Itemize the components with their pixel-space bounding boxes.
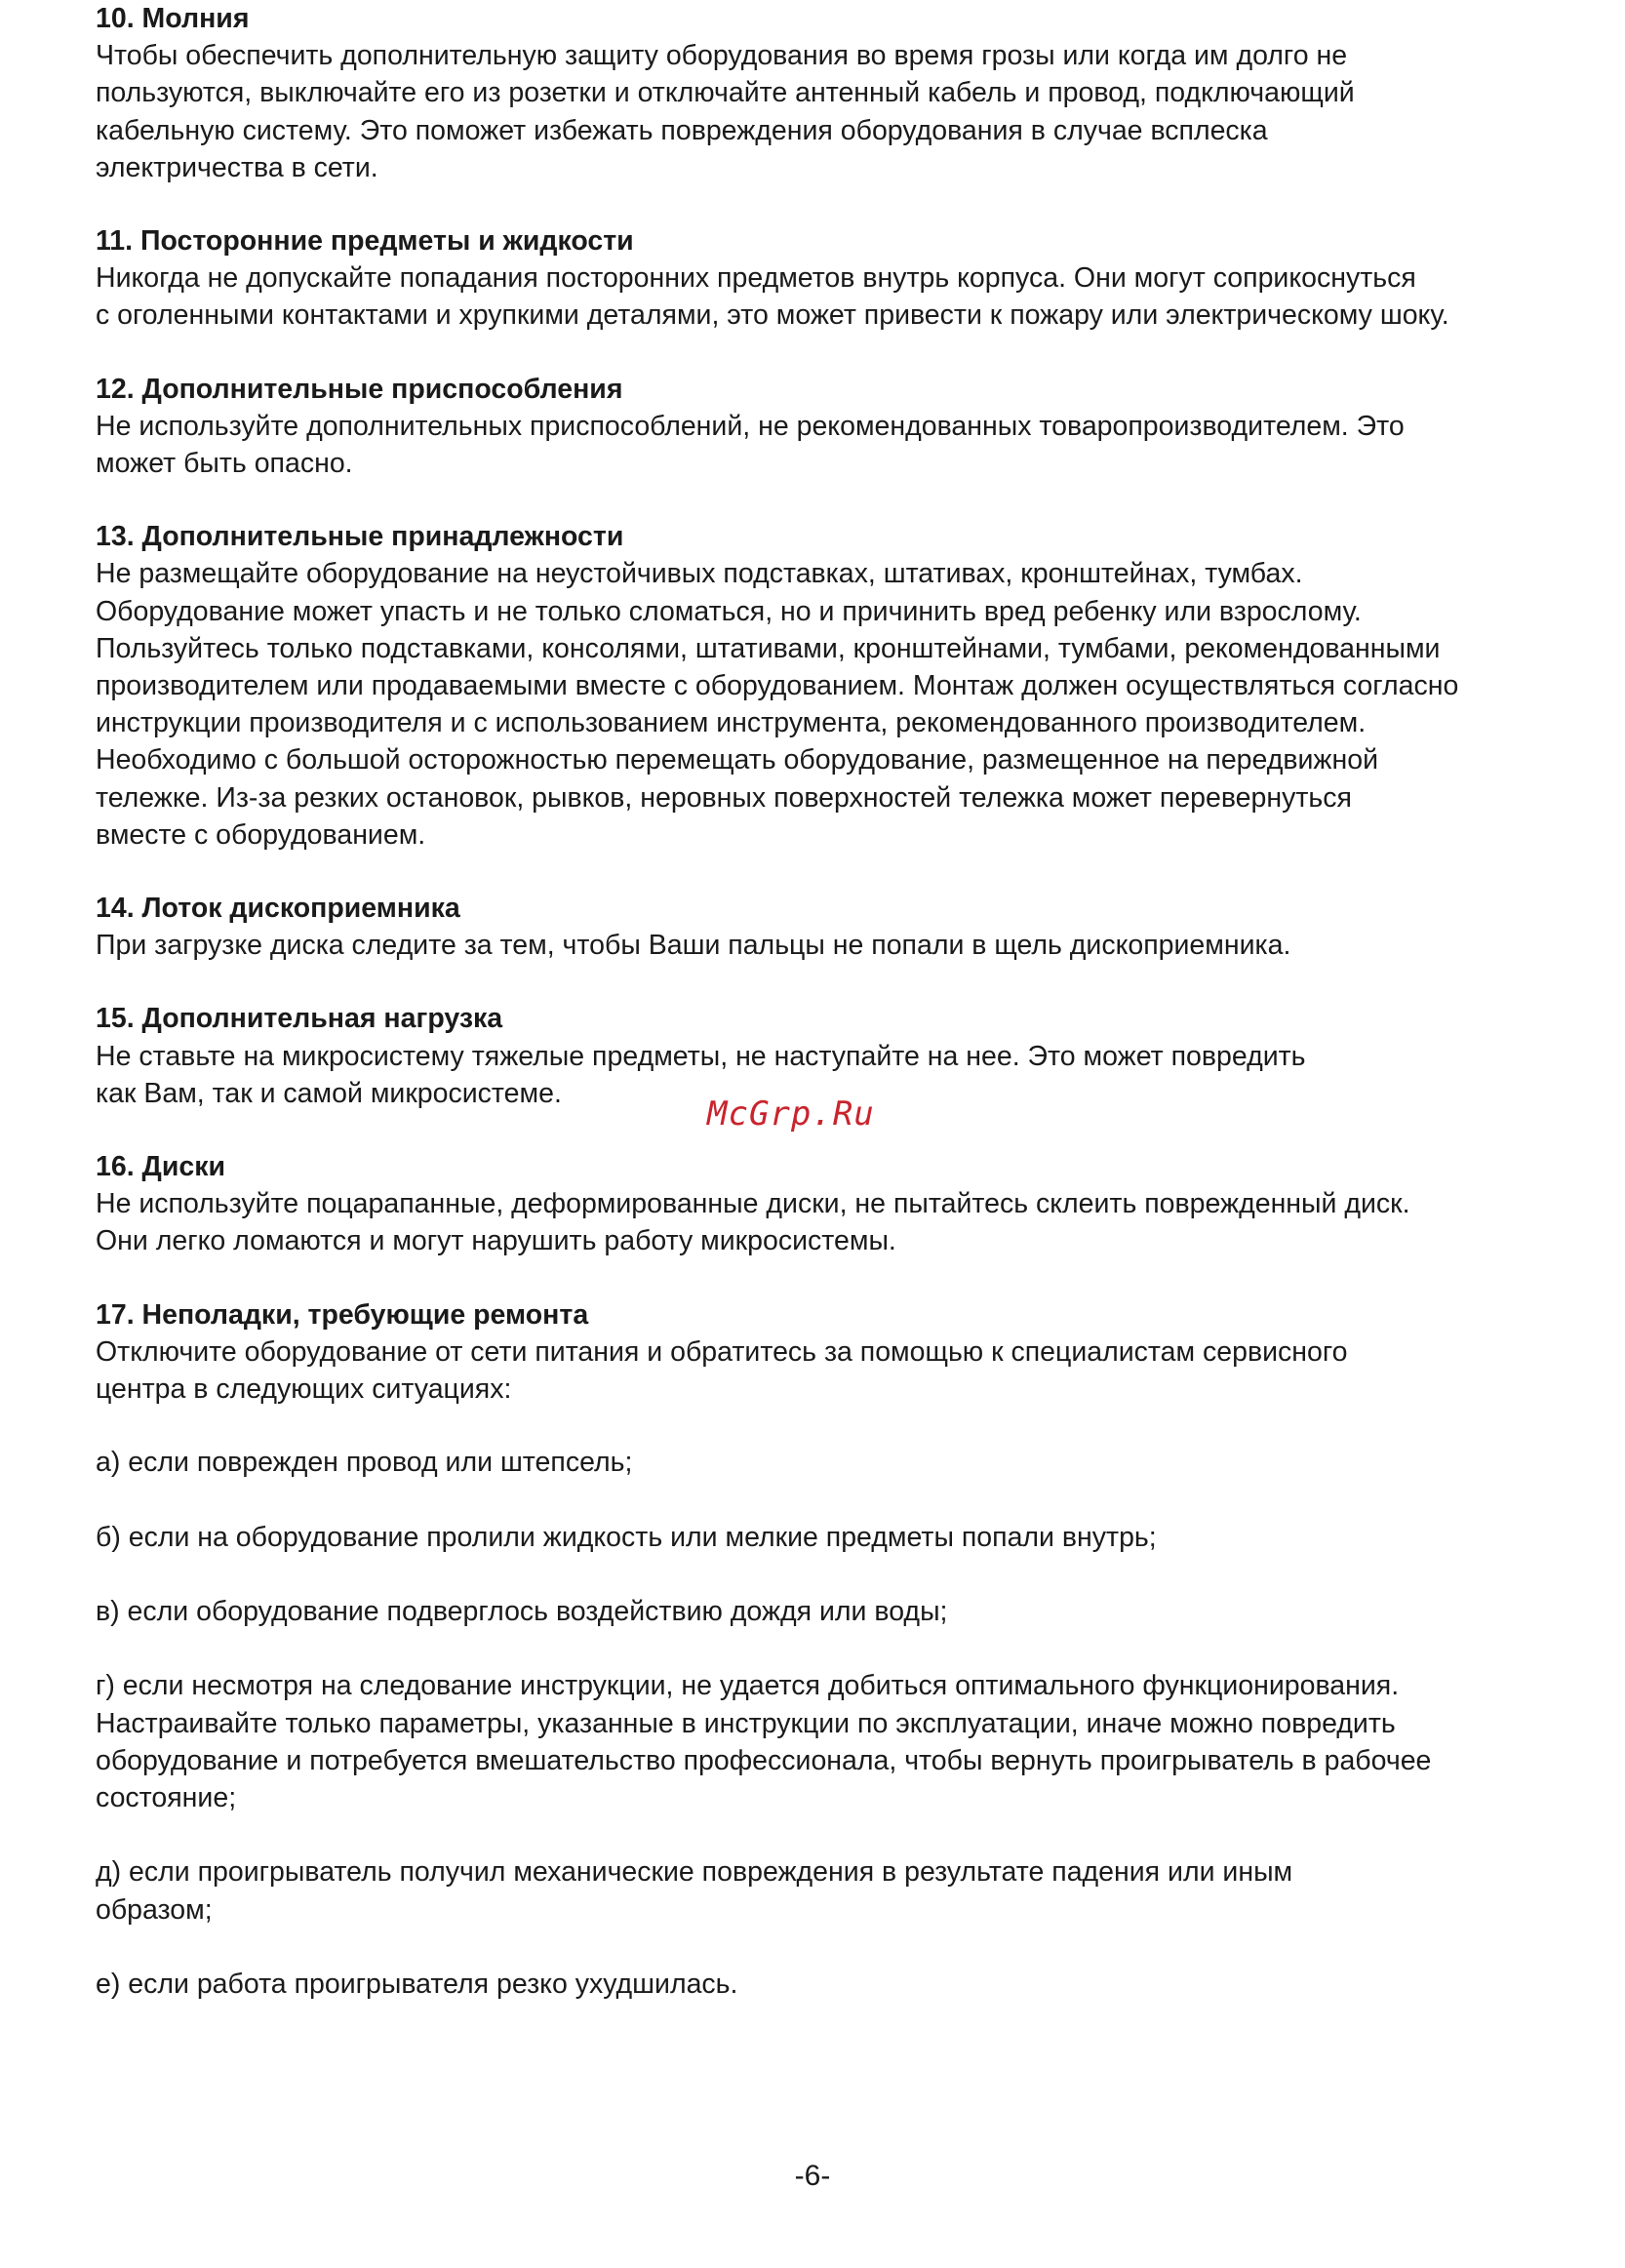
section-attachments xyxy=(96,371,1617,483)
section-text-line: электричества в сети. xyxy=(96,151,378,183)
section-text-line: может быть опасно. xyxy=(96,448,353,480)
section-heading: 12. Дополнительные приспособления xyxy=(96,373,623,405)
repair-list xyxy=(96,1444,1617,2003)
section-heading: 15. Дополнительная нагрузка xyxy=(96,1003,503,1035)
section-heading: 11. Посторонние предметы и жидкости xyxy=(96,225,634,258)
section-text-line: Необходимо с большой осторожностью перемещать оборудование, размещенное на передвижной xyxy=(96,744,1379,776)
watermark-logo: McGrp.Ru xyxy=(707,1094,875,1134)
section-text-line: Никогда не допускайте попадания посторонних предметов внутрь корпуса. Они могут соприкоснуться xyxy=(96,262,1416,295)
list-item: е) если работа проигрывателя резко ухудшилась. xyxy=(96,1969,738,2001)
section-discs xyxy=(96,1148,1617,1260)
section-heading: 14. Лоток дископриемника xyxy=(96,893,460,925)
section-disc-tray xyxy=(96,890,1617,964)
section-text-line: При загрузке диска следите за тем, чтобы Ваши пальцы не попали в щель дископриемника. xyxy=(96,930,1291,962)
section-text-line: с оголенными контактами и хрупкими деталями, это может привести к пожару или электрическому шоку. xyxy=(96,299,1449,332)
list-item: д) если проигрыватель получил механические повреждения в результате падения или иным образом; xyxy=(96,1856,1293,1926)
list-item: в) если оборудование подверглось воздействию дождя или воды; xyxy=(96,1596,948,1628)
section-foreign-objects xyxy=(96,222,1617,335)
section-text-line: производителем или продаваемыми вместе с оборудованием. Монтаж должен осуществляться согласно xyxy=(96,670,1459,702)
section-heading: 16. Диски xyxy=(96,1151,225,1183)
section-text-line: как Вам, так и самой микросистеме. xyxy=(96,1077,562,1109)
section-text-line: пользуются, выключайте его из розетки и отключайте антенный кабель и провод, подключающий xyxy=(96,77,1355,109)
section-heading: 17. Неполадки, требующие ремонта xyxy=(96,1298,589,1331)
section-text-line: Отключите оборудование от сети питания и обратитесь за помощью к специалистам сервисного xyxy=(96,1335,1348,1368)
section-lightning xyxy=(96,0,1617,186)
section-text-line: Не используйте дополнительных приспособлений, не рекомендованных товаропроизводителем. Это xyxy=(96,410,1405,442)
section-text-line: Оборудование может упасть и не только сломаться, но и причинить вред ребенку или взрослому. xyxy=(96,595,1362,627)
section-heading: 13. Дополнительные принадлежности xyxy=(96,521,624,553)
section-text-line: тележке. Из-за резких остановок, рывков, неровных поверхностей тележка может перевернуться xyxy=(96,781,1352,814)
section-text-line: Не размещайте оборудование на неустойчивых подставках, штативах, кронштейнах, тумбах. xyxy=(96,558,1303,590)
section-text-line: вместе с оборудованием. xyxy=(96,818,426,851)
section-text-line: Не используйте поцарапанные, деформированные диски, не пытайтесь склеить поврежденный диск. xyxy=(96,1188,1410,1220)
section-text-line: инструкции производителя и с использованием инструмента, рекомендованного производителем. xyxy=(96,707,1367,739)
section-repair xyxy=(96,1296,1617,1409)
section-text-line: Чтобы обеспечить дополнительную защиту оборудования во время грозы или когда им долго не xyxy=(96,40,1348,72)
section-text-line: центра в следующих ситуациях: xyxy=(96,1373,512,1406)
list-item: б) если на оборудование пролили жидкость или мелкие предметы попали внутрь; xyxy=(96,1521,1157,1553)
section-text-line: Они легко ломаются и могут нарушить работу микросистемы. xyxy=(96,1225,896,1257)
section-text-line: Пользуйтесь только подставками, консолями, штативами, кронштейнами, тумбами, рекомендованными xyxy=(96,632,1441,664)
section-accessories xyxy=(96,518,1617,854)
page-number: -6- xyxy=(794,2160,831,2192)
section-heading: 10. Молния xyxy=(96,3,250,34)
document-page xyxy=(96,0,1617,2040)
section-text-line: кабельную систему. Это поможет избежать повреждения оборудования в случае всплеска xyxy=(96,114,1268,146)
list-item: а) если поврежден провод или штепсель; xyxy=(96,1447,633,1479)
list-item: г) если несмотря на следование инструкции, не удается добиться оптимального функционирования. Настраивайте только параметры, указанные в инструкции по эксплуатации, иначе можно повредить оборудование и потребуется вмешательство профессионала, чтобы вернуть проигрыватель в рабочее состояние; xyxy=(96,1670,1432,1814)
section-text-line: Не ставьте на микросистему тяжелые предметы, не наступайте на нее. Это может повредить xyxy=(96,1040,1306,1072)
